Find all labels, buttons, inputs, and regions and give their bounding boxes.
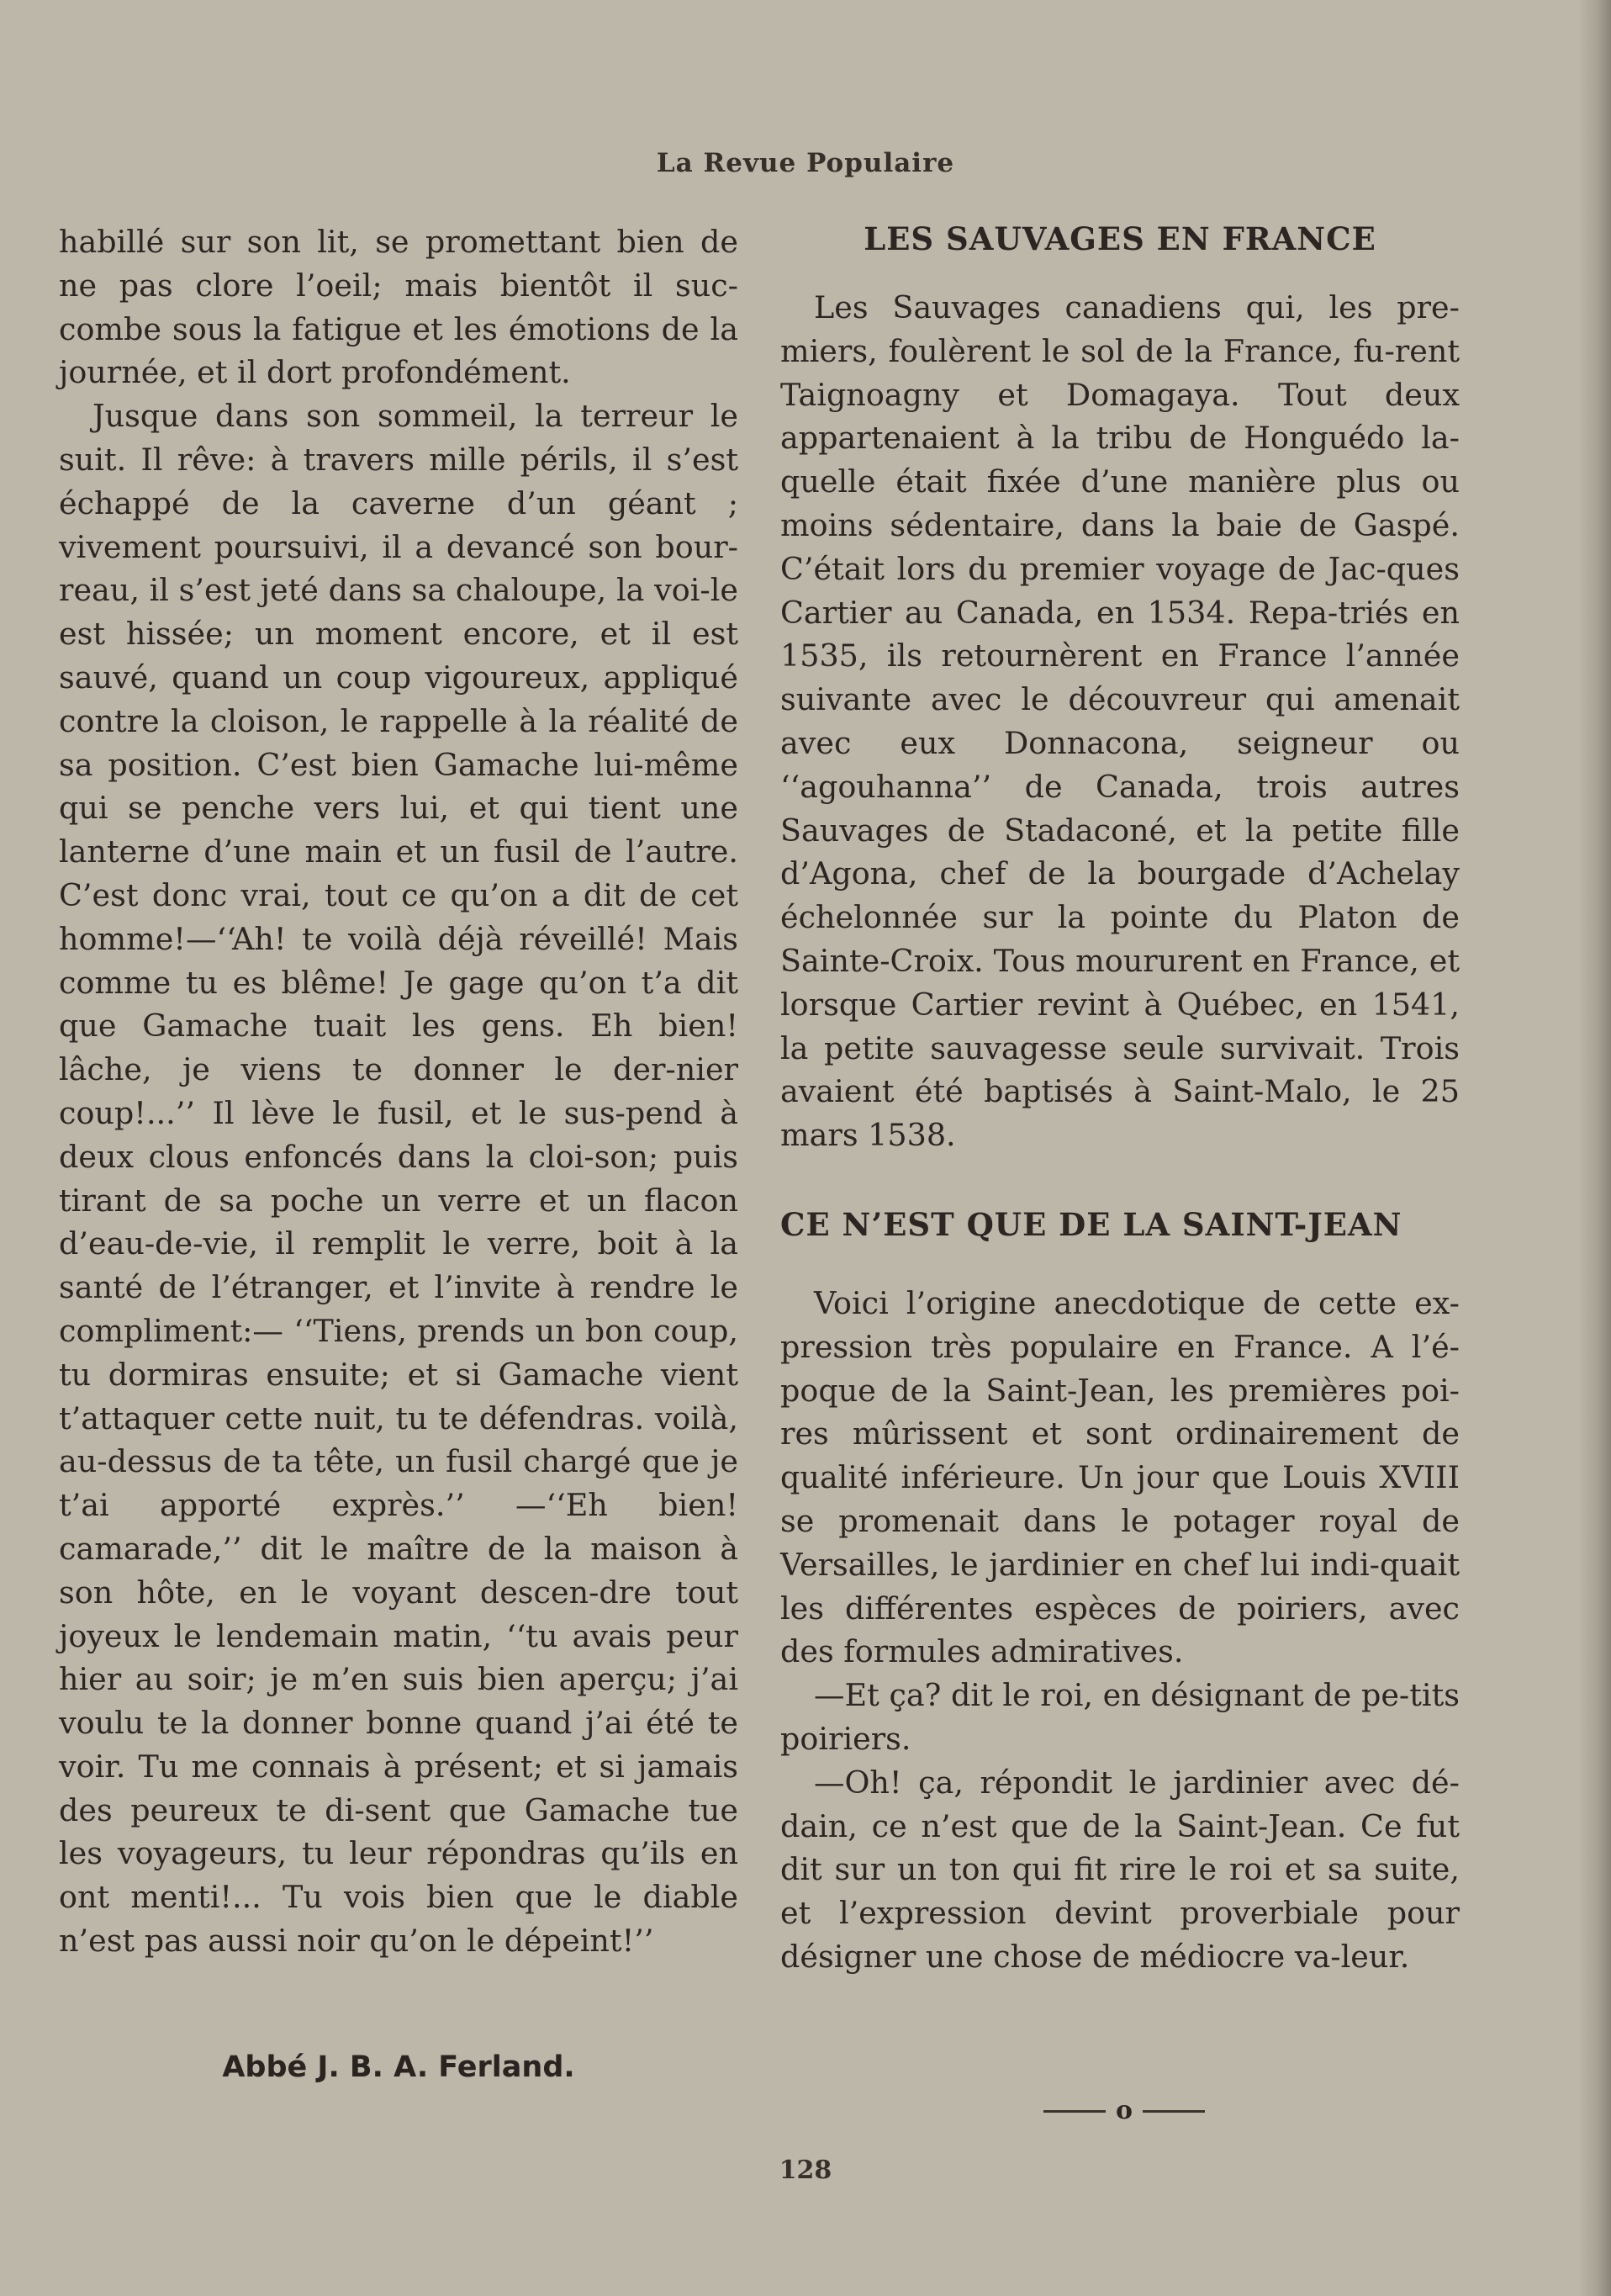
right-column — [780, 220, 1460, 1979]
separator-mark: o — [1115, 2096, 1133, 2125]
left-paragraph-1: habillé sur son lit, se promettant bien de ne pas clore l’oeil; mais bientôt il suc-combe sous la fatigue et les émotions de la journée, et il dort profondément. — [59, 224, 738, 391]
article-paragraph: —Et ça? dit le roi, en désignant de pe-tits poiriers. — [780, 1677, 1460, 1757]
article-paragraph: Les Sauvages canadiens qui, les pre-miers, foulèrent le sol de la France, fu-rent Taignoagny et Domagaya. Tout deux appartenaient à la tribu de Honguédo la-quelle était fixée d’une manière plus ou moins sédentaire, dans la baie de Gaspé. C’était lors du premier voyage de Jac-ques Cartier au Canada, en 1534. Repa-triés en 1535, ils retournèrent en France l’année suivante avec le découvreur qui amenait avec eux Donnacona, seigneur ou ‘‘agouhanna’’ de Canada, trois autres Sauvages de Stadaconé, et la petite fille d’Agona, chef de la bourgade d’Achelay échelonnée sur la pointe du Platon de Sainte-Croix. Tous moururent en France, et lorsque Cartier revint à Québec, en 1541, la petite sauvagesse seule survivait. Trois avaient été baptisés à Saint-Malo, le 25 mars 1538. — [780, 289, 1460, 1154]
left-column — [59, 220, 738, 1963]
article-saint-jean — [780, 1206, 1460, 1979]
article-title: CE N’EST QUE DE LA SAINT-JEAN — [780, 1205, 1402, 1243]
article-sauvages — [780, 220, 1460, 1157]
article-paragraph: —Oh! ça, répondit le jardinier avec dé-dain, ce n’est que de la Saint-Jean. Ce fut dit sur un ton qui fit rire le roi et sa suite, et l’expression devint proverbiale pour désigner une chose de médiocre va-leur. — [780, 1764, 1460, 1975]
page-edge-shadow — [1577, 0, 1611, 2296]
section-separator — [1036, 2094, 1212, 2128]
left-paragraph-2: Jusque dans son sommeil, la terreur le suit. Il rêve: à travers mille périls, il s’est échappé de la caverne d’un géant ; vivement poursuivi, il a devancé son bour-reau, il s’est jeté dans sa chaloupe, la voi-le est hissée; un moment encore, et il est sauvé, quand un coup vigoureux, appliqué contre la cloison, le rappelle à la réalité de sa position. C’est bien Gamache lui-même qui se penche vers lui, et qui tient une lanterne d’une main et un fusil de l’autre. C’est donc vrai, tout ce qu’on a dit de cet homme!—‘‘Ah! te voilà déjà réveillé! Mais comme tu es blême! Je gage qu’on t’a dit que Gamache tuait les gens. Eh bien! lâche, je viens te donner le der-nier coup!...’’ Il lève le fusil, et le sus-pend à deux clous enfoncés dans la cloi-son; puis tirant de sa poche un verre et un flacon d’eau-de-vie, il remplit le verre, boit à la santé de l’étranger, et l’invite à rendre le compliment:— ‘‘Tiens, prends un bon coup, tu dormiras ensuite; et si Gamache vient t’attaquer cette nuit, tu te défendras. voilà, au-dessus de ta tête, un fusil chargé que je t’ai apporté exprès.’’ —‘‘Eh bien! camarade,’’ dit le maître de la maison à son hôte, en le voyant descen-dre tout joyeux le lendemain matin, ‘‘tu avais peur hier au soir; je m’en suis bien aperçu; j’ai voulu te la donner bonne quand j’ai été te voir. Tu me connais à présent; et si jamais des peureux te di-sent que Gamache tue les voyageurs, tu leur répondras qu’ils en ont menti!... Tu vois bien que le diable n’est pas aussi noir qu’on le dépeint!’’ — [59, 398, 738, 1960]
article-title: LES SAUVAGES EN FRANCE — [864, 220, 1376, 257]
author-signature: Abbé J. B. A. Ferland. — [222, 2050, 575, 2084]
separator-rule-left — [1043, 2110, 1106, 2113]
page-number: 128 — [779, 2156, 832, 2185]
article-paragraph: Voici l’origine anecdotique de cette ex-pression très populaire en France. A l’é-poque de la Saint-Jean, les premières poi-res mûrissent et sont ordinairement de qualité inférieure. Un jour que Louis XVIII se promenait dans le potager royal de Versailles, le jardinier en chef lui indi-quait les différentes espèces de poiriers, avec des formules admiratives. — [780, 1284, 1460, 1670]
separator-rule-right — [1143, 2110, 1205, 2113]
running-title: La Revue Populaire — [656, 148, 955, 178]
